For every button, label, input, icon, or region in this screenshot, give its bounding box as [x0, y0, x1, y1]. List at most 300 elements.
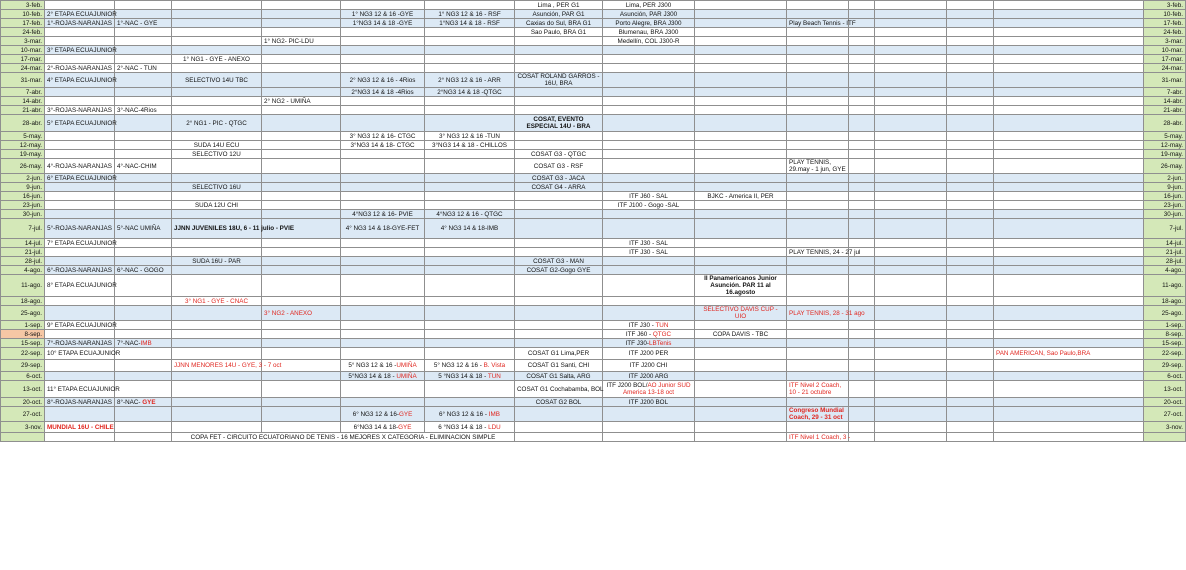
event-cell: [695, 73, 787, 88]
event-cell: [695, 141, 787, 150]
event-cell: [515, 106, 603, 115]
event-cell: [695, 381, 787, 398]
event-cell: [695, 132, 787, 141]
empty-cell: [849, 257, 875, 266]
date-cell-left: 23-jun.: [1, 201, 45, 210]
event-cell: [603, 306, 695, 321]
event-text-highlight: IMB: [140, 339, 152, 347]
event-cell: [172, 257, 262, 266]
event-text: SUDA 12U CHI: [194, 201, 239, 209]
event-text: 5° ETAPA ECUAJUNIOR: [47, 119, 117, 127]
event-cell: [515, 381, 603, 398]
event-cell: [341, 219, 425, 239]
event-text-highlight: LDU: [488, 423, 501, 431]
event-text-highlight: UMIÑA: [396, 362, 417, 369]
event-cell: [787, 321, 849, 330]
event-cell: [425, 219, 515, 239]
event-cell: [787, 150, 849, 159]
event-cell: [787, 219, 849, 239]
event-cell: [994, 339, 1144, 348]
event-cell: [115, 433, 172, 442]
event-text: 4° ETAPA ECUAJUNIOR: [47, 76, 117, 84]
event-text: 11° ETAPA ECUAJUNIOR: [47, 385, 120, 393]
event-text: COSAT G1 Cochabamba, BOL: [517, 385, 604, 393]
empty-cell: [947, 275, 994, 297]
empty-cell: [875, 150, 947, 159]
event-text: [607, 382, 691, 396]
event-text: 3°NG3 14 & 18- CTGC: [350, 141, 415, 149]
empty-cell: [947, 330, 994, 339]
date-cell-right: 11-ago.: [1144, 275, 1186, 297]
event-cell: [341, 266, 425, 275]
event-cell: [603, 159, 695, 174]
event-text: 2° NG2 - UMIÑA: [264, 97, 311, 105]
event-cell: [115, 73, 172, 88]
event-cell: [172, 360, 282, 372]
empty-cell: [947, 433, 994, 442]
event-cell: [115, 407, 172, 422]
event-text: SUDA 16U - PAR: [192, 257, 241, 265]
event-cell: [45, 306, 115, 321]
event-cell: [341, 381, 425, 398]
event-cell: [115, 266, 172, 275]
event-cell: [172, 106, 262, 115]
event-text: ITF J30 - SAL: [629, 248, 668, 256]
event-cell: [425, 321, 515, 330]
date-cell-left: 13-oct.: [1, 381, 45, 398]
event-cell: [515, 55, 603, 64]
event-text: PAN AMERICAN, Sao Paulo,BRA: [996, 350, 1091, 357]
event-cell: [45, 266, 115, 275]
event-text: JJNN JUVENILES 18U, 6 - 11 julio - PVIE: [174, 225, 295, 232]
event-cell: [787, 1, 849, 10]
date-cell-right: 24-feb.: [1144, 28, 1186, 37]
event-cell: [603, 330, 695, 339]
event-cell: [115, 150, 172, 159]
date-cell-right: 25-ago.: [1144, 306, 1186, 321]
event-cell: [603, 37, 695, 46]
event-cell: [341, 132, 425, 141]
empty-cell: [875, 422, 947, 433]
calendar-row: [1, 372, 1186, 381]
event-cell: [787, 275, 849, 297]
event-text: 2°-NAC - TUN: [117, 64, 157, 72]
event-text: 1° NG3 12 & 16 - RSF: [438, 10, 501, 18]
event-cell: [603, 339, 695, 348]
event-text-highlight: LBTenis: [649, 339, 672, 347]
event-cell: [341, 183, 425, 192]
event-text: 6° ETAPA ECUAJUNIOR: [47, 174, 117, 182]
empty-cell: [849, 381, 875, 398]
event-cell: [45, 174, 115, 183]
event-cell: [425, 192, 515, 201]
date-cell-right: 30-jun.: [1144, 210, 1186, 219]
empty-cell: [849, 210, 875, 219]
event-cell: [695, 183, 787, 192]
event-cell: [515, 407, 603, 422]
event-cell: [425, 201, 515, 210]
event-cell: [172, 433, 515, 442]
calendar-row: [1, 97, 1186, 106]
event-cell: [341, 339, 425, 348]
event-cell: [994, 73, 1144, 88]
event-cell: [172, 210, 262, 219]
event-cell: [695, 88, 787, 97]
event-cell: [425, 46, 515, 55]
event-text: Sao Paulo, BRA G1: [530, 28, 587, 36]
event-cell: [172, 1, 262, 10]
event-text: 2°NG3 14 & 18 -4Rios: [351, 88, 414, 96]
date-cell-left: 3-feb.: [1, 1, 45, 10]
date-cell-left: 3-nov.: [1, 422, 45, 433]
date-cell-right: 17-feb.: [1144, 19, 1186, 28]
event-cell: [341, 321, 425, 330]
event-text: COSAT G1 Santi, CHI: [527, 362, 590, 369]
event-cell: [45, 210, 115, 219]
date-cell-left: 28-abr.: [1, 115, 45, 132]
date-cell-left: 18-ago.: [1, 297, 45, 306]
event-text: 8° ETAPA ECUAJUNIOR: [47, 282, 117, 289]
event-text: 3°-ROJAS-NARANJAS: [47, 106, 112, 114]
calendar-row: [1, 19, 1186, 28]
event-cell: [341, 297, 425, 306]
event-cell: [341, 1, 425, 10]
event-cell: [262, 37, 341, 46]
empty-cell: [947, 398, 994, 407]
calendar-row: [1, 174, 1186, 183]
event-cell: [262, 46, 341, 55]
date-cell-left: 7-abr.: [1, 88, 45, 97]
empty-cell: [849, 201, 875, 210]
date-cell-left: 15-sep.: [1, 339, 45, 348]
empty-cell: [947, 348, 994, 360]
event-cell: [994, 360, 1144, 372]
event-cell: [262, 159, 341, 174]
date-cell-right: 15-sep.: [1144, 339, 1186, 348]
event-cell: [695, 201, 787, 210]
event-cell: [425, 297, 515, 306]
event-cell: [787, 141, 849, 150]
date-cell-right: 7-abr.: [1144, 88, 1186, 97]
date-cell-left: 31-mar.: [1, 73, 45, 88]
event-cell: [425, 10, 515, 19]
calendar-row: [1, 330, 1186, 339]
empty-cell: [875, 10, 947, 19]
event-cell: [603, 19, 695, 28]
event-text: 1°-ROJAS-NARANJAS: [47, 19, 112, 27]
date-cell-left: 24-feb.: [1, 28, 45, 37]
event-cell: [994, 141, 1144, 150]
event-cell: [45, 37, 115, 46]
event-cell: [45, 348, 121, 360]
event-cell: [515, 97, 603, 106]
event-cell: [603, 297, 695, 306]
event-text: COSAT G2-Gogo GYE: [526, 266, 591, 274]
event-cell: [425, 398, 515, 407]
event-text: [438, 373, 501, 380]
event-cell: [603, 372, 695, 381]
empty-cell: [947, 115, 994, 132]
event-cell: [341, 372, 425, 381]
event-cell: [172, 381, 262, 398]
event-cell: [172, 73, 262, 88]
empty-cell: [947, 174, 994, 183]
date-cell-right: 8-sep.: [1144, 330, 1186, 339]
event-text: 1° NG2- PIC-LDU: [264, 37, 314, 45]
event-text: 4°-ROJAS-NARANJAS: [47, 162, 112, 170]
event-cell: [425, 407, 515, 422]
event-cell: [262, 19, 341, 28]
event-text: II Panamericanos Junior Asunción. PAR 11 al 16.agosto: [704, 275, 777, 296]
date-cell-right: 19-may.: [1144, 150, 1186, 159]
event-text: [439, 411, 500, 418]
event-cell: [603, 10, 695, 19]
event-text: Play Beach Tennis - ITF: [789, 19, 856, 27]
event-cell: [172, 19, 262, 28]
event-cell: [787, 433, 849, 442]
event-text: 4°NG3 12 & 16- PVIE: [352, 210, 413, 218]
calendar-row: [1, 407, 1186, 422]
event-cell: [515, 422, 603, 433]
date-cell-right: 3-nov.: [1144, 422, 1186, 433]
event-cell: [262, 348, 341, 360]
event-cell: [115, 159, 172, 174]
event-cell: [172, 219, 295, 239]
event-text: [438, 424, 500, 431]
event-cell: [172, 28, 262, 37]
event-cell: [787, 372, 849, 381]
event-cell: [45, 10, 115, 19]
event-text: Asunción, PAR J300: [619, 10, 678, 18]
calendar-row: [1, 306, 1186, 321]
event-text-part: 5° NG3 12 & 16 -: [348, 362, 397, 369]
event-cell: [172, 150, 262, 159]
calendar-row: [1, 141, 1186, 150]
event-cell: [994, 398, 1144, 407]
date-cell-left: 14-abr.: [1, 97, 45, 106]
event-cell: [603, 174, 695, 183]
event-text: SELECTIVO DAVIS CUP - UIO: [703, 306, 778, 320]
event-text: PLAY TENNIS, 24 - 27 jul: [789, 248, 861, 256]
event-cell: [341, 210, 425, 219]
event-text: 4° NG3 14 & 18-IMB: [440, 225, 499, 232]
empty-cell: [947, 150, 994, 159]
calendar-row: [1, 398, 1186, 407]
event-cell: [994, 219, 1144, 239]
empty-cell: [849, 150, 875, 159]
date-cell-left: 30-jun.: [1, 210, 45, 219]
event-text: ITF J100 - Gogo -SAL: [617, 201, 680, 209]
event-cell: [603, 88, 695, 97]
event-text-part: 5° NG3 12 & 16 -: [433, 362, 484, 369]
event-text: [117, 340, 152, 347]
event-cell: [172, 339, 262, 348]
event-cell: [45, 239, 115, 248]
event-cell: [787, 239, 849, 248]
event-cell: [45, 248, 115, 257]
event-cell: [994, 297, 1144, 306]
empty-cell: [849, 37, 875, 46]
event-text: COSAT G3 - MAN: [533, 257, 584, 265]
empty-cell: [849, 115, 875, 132]
event-cell: [115, 28, 172, 37]
event-cell: [115, 192, 172, 201]
event-cell: [45, 297, 115, 306]
event-text: 3° NG2 - ANEXO: [264, 309, 313, 317]
empty-cell: [849, 297, 875, 306]
event-text: 7° ETAPA ECUAJUNIOR: [47, 239, 117, 247]
event-cell: [172, 37, 262, 46]
event-cell: [341, 150, 425, 159]
event-cell: [695, 339, 787, 348]
event-text: 3° NG3 12 & 16 -TUN: [439, 132, 500, 140]
event-cell: [262, 150, 341, 159]
date-cell-right: 5-may.: [1144, 132, 1186, 141]
calendar-row: [1, 266, 1186, 275]
event-text-part: 7°-NAC-: [117, 339, 141, 347]
event-cell: [695, 219, 787, 239]
event-cell: [115, 422, 172, 433]
event-cell: [262, 192, 341, 201]
empty-cell: [875, 297, 947, 306]
empty-cell: [875, 330, 947, 339]
event-cell: [603, 28, 695, 37]
event-cell: [262, 73, 341, 88]
calendar-row: [1, 183, 1186, 192]
event-cell: [994, 210, 1144, 219]
event-cell: [425, 37, 515, 46]
event-text: 7°-ROJAS-NARANJAS: [47, 339, 112, 347]
event-cell: [115, 348, 172, 360]
event-cell: [787, 330, 849, 339]
event-cell: [172, 422, 262, 433]
event-text: BJKC - America II, PER: [707, 192, 774, 200]
calendar-row: [1, 88, 1186, 97]
empty-cell: [947, 132, 994, 141]
date-cell-right: 29-sep.: [1144, 360, 1186, 372]
date-cell-right: 20-oct.: [1144, 398, 1186, 407]
event-cell: [603, 407, 695, 422]
event-cell: [341, 106, 425, 115]
event-text: COSAT G3 - JACA: [532, 174, 585, 182]
event-text-part: ITF J30-: [625, 339, 650, 347]
empty-cell: [849, 1, 875, 10]
date-cell-left: 26-may.: [1, 159, 45, 174]
event-cell: [425, 115, 515, 132]
event-cell: [115, 248, 172, 257]
event-text: COPA FET - CIRCUITO ECUATORIANO DE TENIS - 16 MEJORES X CATEGORIA - ELIMINACION SIMPLE: [190, 433, 496, 441]
calendar-row: [1, 115, 1186, 132]
event-cell: [172, 266, 262, 275]
empty-cell: [947, 339, 994, 348]
empty-cell: [875, 210, 947, 219]
event-cell: [695, 192, 787, 201]
event-cell: [425, 88, 515, 97]
event-cell: [994, 1, 1144, 10]
event-cell: [45, 73, 115, 88]
event-cell: [695, 248, 787, 257]
event-cell: [341, 239, 425, 248]
event-text: Porto Alegre, BRA J300: [615, 19, 682, 27]
event-cell: [45, 64, 115, 73]
event-cell: [515, 64, 603, 73]
event-cell: [115, 174, 172, 183]
calendar-row: [1, 159, 1186, 174]
event-text: Blumenau, BRA J300: [618, 28, 679, 36]
date-cell-right: 13-oct.: [1144, 381, 1186, 398]
event-cell: [262, 297, 341, 306]
event-cell: [994, 433, 1144, 442]
calendar-row: [1, 46, 1186, 55]
event-cell: [515, 174, 603, 183]
empty-cell: [875, 433, 947, 442]
event-cell: [45, 330, 115, 339]
event-cell: [115, 257, 172, 266]
event-cell: [341, 19, 425, 28]
calendar-row: [1, 297, 1186, 306]
event-text-highlight: B. Vista: [483, 362, 506, 369]
event-cell: [172, 183, 262, 192]
event-cell: [994, 201, 1144, 210]
event-text: 1°NG3 14 & 18 -GYE: [352, 19, 413, 27]
date-cell-right: 14-jul.: [1144, 239, 1186, 248]
event-cell: [172, 348, 262, 360]
calendar-row: [1, 106, 1186, 115]
empty-cell: [947, 210, 994, 219]
empty-cell: [849, 28, 875, 37]
event-cell: [425, 266, 515, 275]
empty-cell: [875, 257, 947, 266]
event-cell: [515, 321, 603, 330]
event-text: 1° NG1 - GYE - ANEXO: [183, 55, 250, 63]
event-cell: [787, 407, 849, 422]
event-cell: [695, 321, 787, 330]
empty-cell: [875, 97, 947, 106]
empty-cell: [849, 97, 875, 106]
event-cell: [115, 297, 172, 306]
date-cell-right: 21-jul.: [1144, 248, 1186, 257]
date-cell-right: 12-may.: [1144, 141, 1186, 150]
empty-cell: [849, 64, 875, 73]
date-cell-left: 12-may.: [1, 141, 45, 150]
date-cell-right: 23-jun.: [1144, 201, 1186, 210]
event-cell: [787, 297, 849, 306]
empty-cell: [875, 106, 947, 115]
event-text: PLAY TENNIS, 28 - 31 ago: [789, 309, 865, 317]
calendar-row: [1, 64, 1186, 73]
event-cell: [994, 37, 1144, 46]
event-text: ITF Nivel 2 Coach, 10 - 21 octubre: [789, 382, 842, 396]
date-cell-right: 24-mar.: [1144, 64, 1186, 73]
empty-cell: [947, 248, 994, 257]
event-cell: [603, 381, 695, 398]
event-cell: [603, 239, 695, 248]
event-cell: [695, 115, 787, 132]
empty-cell: [875, 141, 947, 150]
event-cell: [515, 297, 603, 306]
empty-cell: [947, 88, 994, 97]
empty-cell: [849, 141, 875, 150]
event-cell: [787, 192, 849, 201]
event-cell: [515, 248, 603, 257]
event-cell: [341, 248, 425, 257]
event-cell: [603, 321, 695, 330]
event-cell: [515, 398, 603, 407]
calendar-row: [1, 239, 1186, 248]
event-cell: [45, 201, 115, 210]
event-cell: [515, 360, 603, 372]
event-text-part: 6° NG3 12 & 16 -: [439, 410, 489, 418]
